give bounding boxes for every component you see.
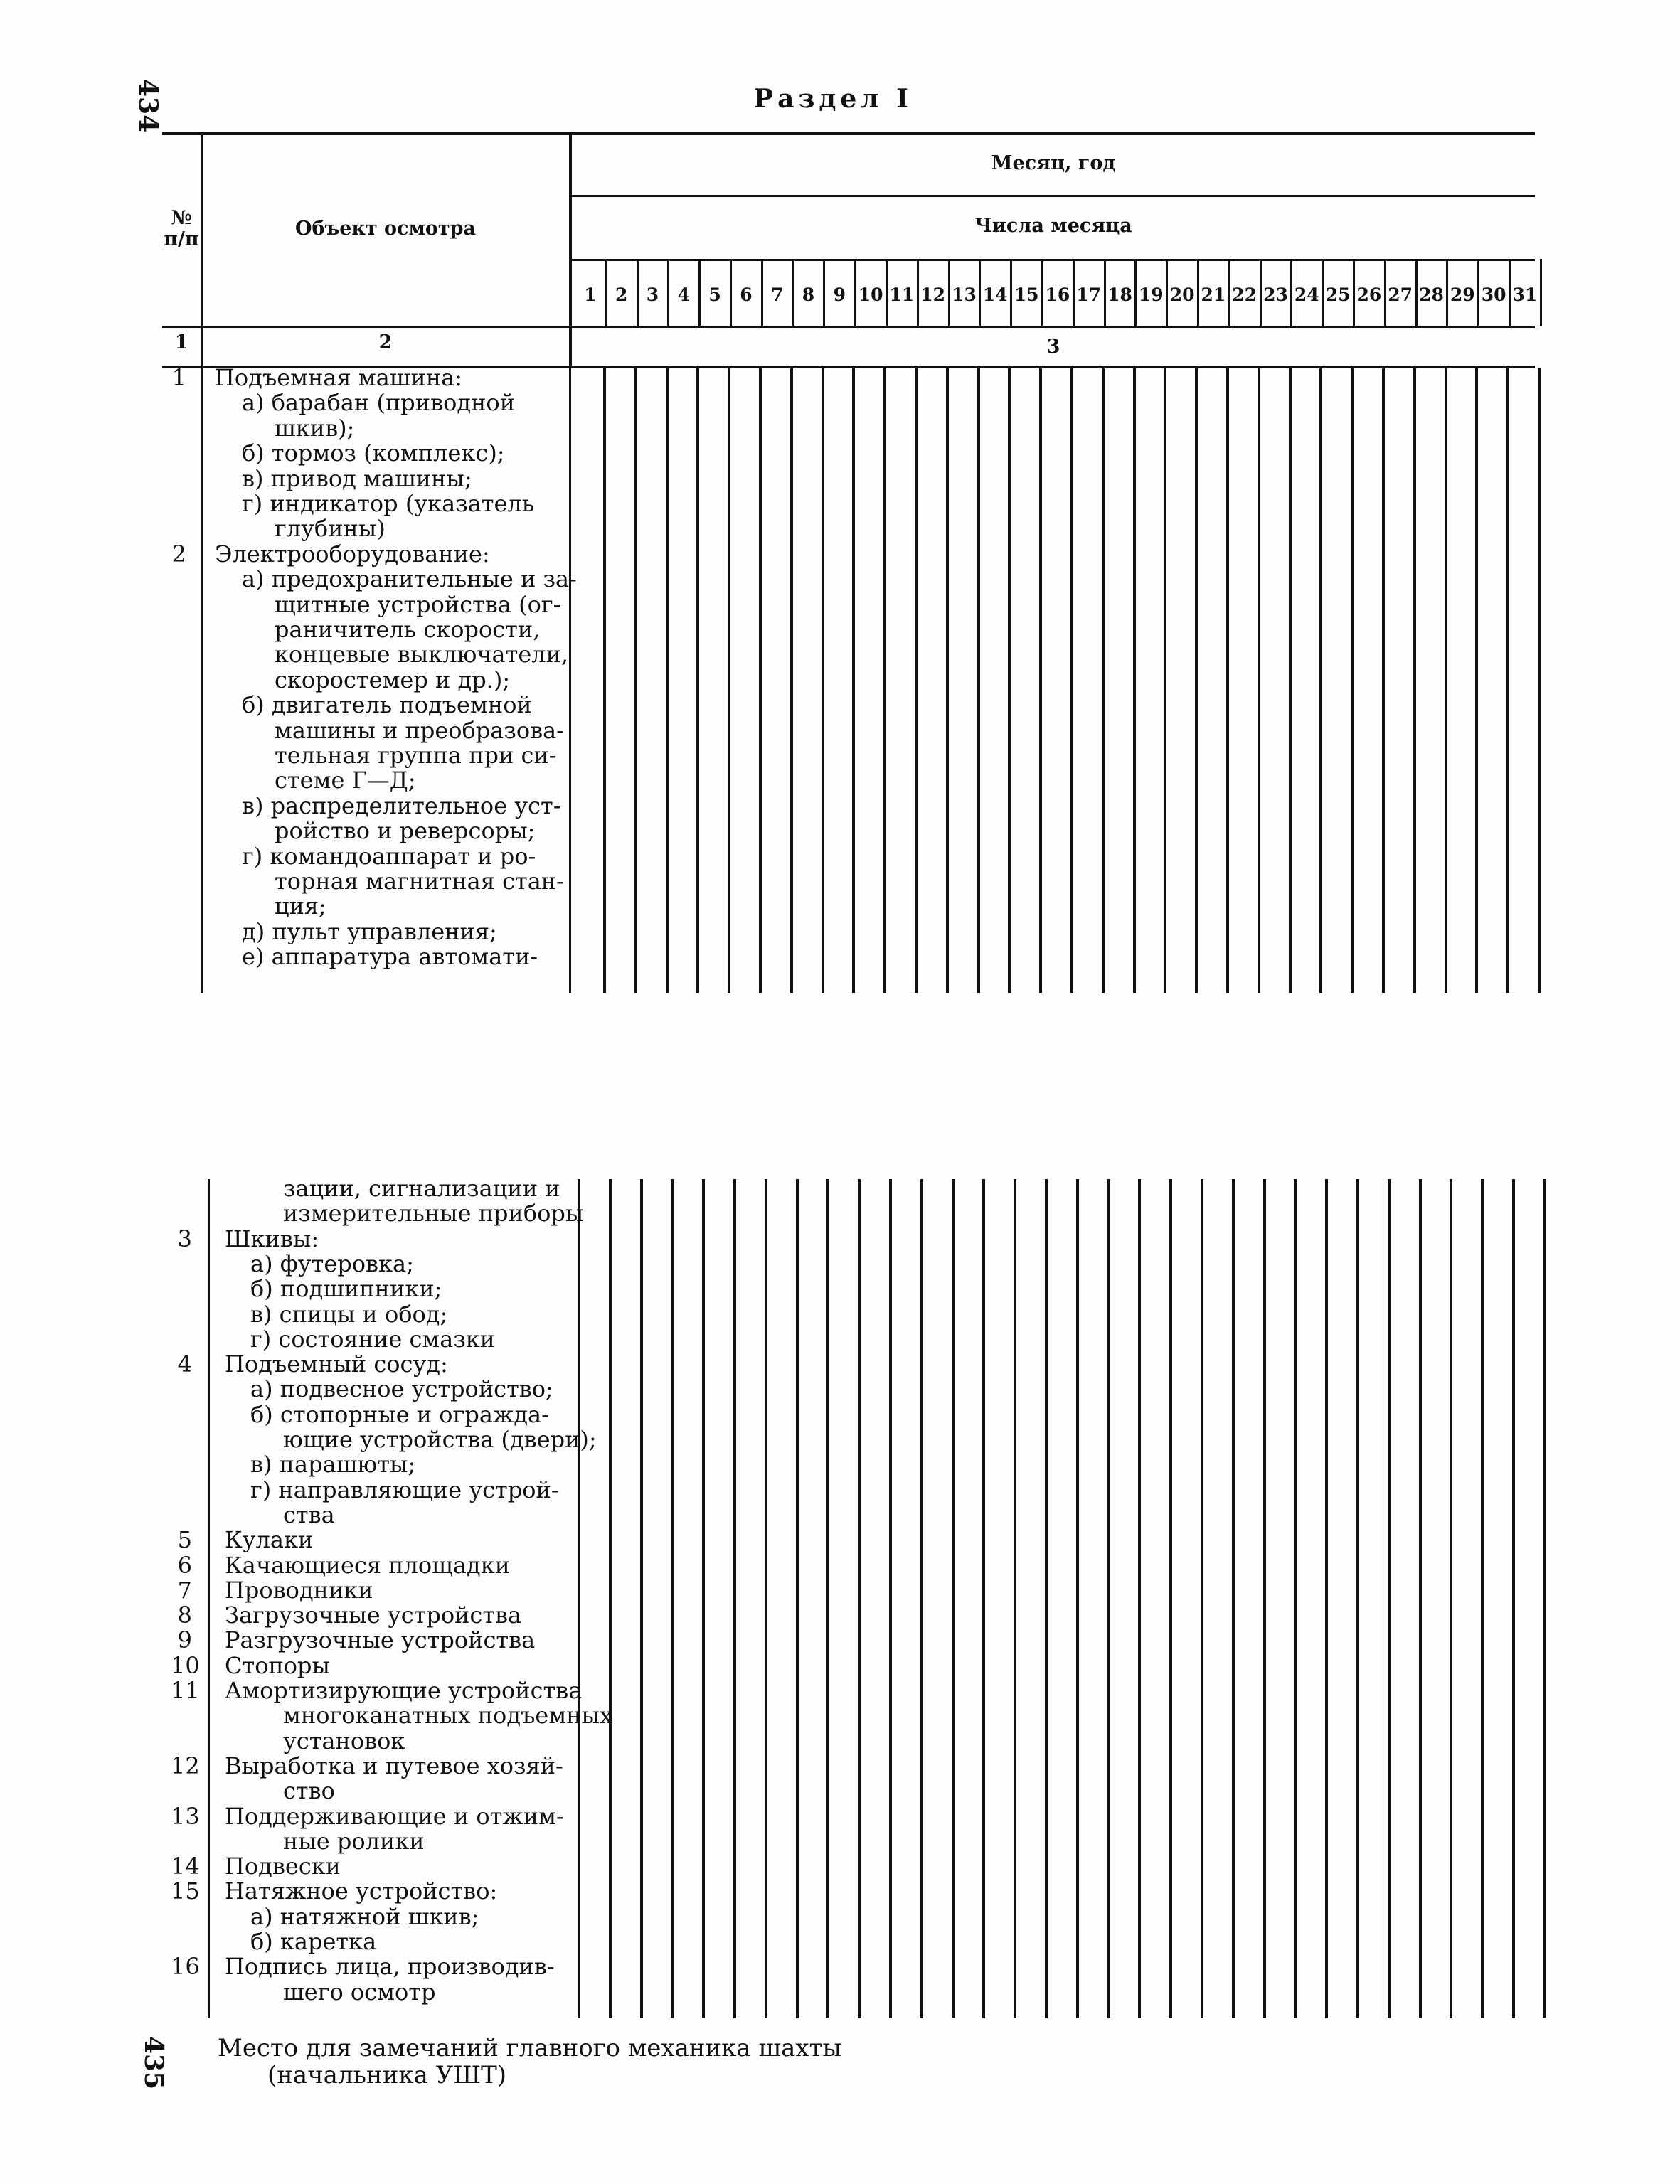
item-text: шкив); (275, 414, 355, 442)
item-text: Шкивы: (225, 1225, 319, 1252)
item-number: 9 (177, 1626, 192, 1654)
item-text: б) стопорные и огражда- (250, 1400, 549, 1428)
days-of-month-header: Числа месяца (974, 215, 1132, 237)
day-number: 11 (889, 284, 915, 305)
month-year-header: Месяц, год (991, 152, 1116, 174)
day-number: 9 (833, 284, 846, 305)
item-text: в) парашюты; (250, 1451, 416, 1479)
item-text: Качающиеся площадки (225, 1551, 511, 1579)
item-text: а) предохранительные и за- (242, 565, 577, 593)
day-number: 28 (1419, 284, 1444, 305)
day-column-line (696, 368, 699, 993)
item-text: в) привод машины; (242, 464, 472, 492)
item-text: торная магнитная стан- (275, 868, 564, 895)
item-text: Подъемный сосуд: (225, 1351, 448, 1378)
item-text: ющие устройства (двери); (283, 1426, 597, 1453)
day-number: 19 (1138, 284, 1164, 305)
day-column-line (1289, 368, 1292, 993)
day-number: 18 (1107, 284, 1132, 305)
item-text: машины и преобразова- (275, 716, 564, 744)
day-number: 10 (858, 284, 883, 305)
day-column-line (603, 368, 606, 993)
day-column-line (796, 1179, 799, 2018)
day-column-line (1351, 368, 1354, 993)
day-column-line (640, 1179, 643, 2018)
item-text: г) направляющие устрой- (250, 1476, 559, 1503)
item-text: Подпись лица, производив- (225, 1953, 555, 1981)
part1-object-right-border (569, 368, 571, 993)
item-text: Амортизирующие устройства (225, 1677, 583, 1704)
item-text: щитные устройства (ог- (275, 590, 561, 618)
day-column-line (1512, 1179, 1515, 2018)
day-column-line (1538, 368, 1541, 993)
day-number: 22 (1232, 284, 1258, 305)
day-column-line (1138, 1179, 1141, 2018)
day-number: 26 (1356, 284, 1382, 305)
header-bottom-border (162, 326, 1535, 328)
day-column-line (1226, 368, 1229, 993)
day-column-line (759, 368, 762, 993)
item-text: б) подшипники; (250, 1275, 442, 1303)
day-column-line (1382, 368, 1385, 993)
item-text: раничитель скорости, (275, 616, 541, 643)
item-text: Натяжное устройство: (225, 1877, 498, 1905)
item-text: Загрузочные устройства (225, 1602, 522, 1629)
item-text: концевые выключатели, (275, 641, 569, 668)
day-column-line (1133, 368, 1136, 993)
col-object-header: Объект осмотра (294, 218, 477, 240)
item-text: глубины) (275, 515, 386, 543)
days-label-border (572, 259, 1535, 261)
day-column-line (977, 368, 980, 993)
day-column-line (578, 1179, 580, 2018)
item-number: 5 (177, 1526, 192, 1554)
day-column-line (1076, 1179, 1079, 2018)
day-column-line (915, 368, 918, 993)
day-number: 2 (615, 284, 628, 305)
day-number: 5 (708, 284, 721, 305)
item-text: шего осмотр (283, 1978, 436, 2005)
day-number: 25 (1325, 284, 1351, 305)
day-column-line (1445, 368, 1447, 993)
col-num-header: № п/п (164, 207, 199, 250)
day-number: 20 (1169, 284, 1195, 305)
day-column-line (852, 368, 855, 993)
item-text: тельная группа при си- (275, 742, 557, 769)
item-text: ция; (275, 893, 326, 920)
day-column-line (1356, 1179, 1359, 2018)
col-index-1: 1 (174, 331, 188, 353)
item-text: ные ролики (283, 1827, 425, 1855)
page-number-bottom: 435 (139, 2036, 169, 2090)
item-text: стеме Г—Д; (275, 767, 416, 794)
day-column-line (765, 1179, 767, 2018)
day-number: 21 (1201, 284, 1226, 305)
day-column-line (826, 1179, 829, 2018)
item-text: Стопоры (225, 1651, 330, 1679)
day-column-line (1319, 368, 1322, 993)
item-text: г) индикатор (указатель (242, 490, 535, 517)
day-column-line (1039, 368, 1042, 993)
item-number: 1 (171, 364, 186, 391)
item-text: многоканатных подъемных (283, 1702, 613, 1730)
day-number: 15 (1014, 284, 1039, 305)
day-column-line (1543, 1179, 1546, 2018)
item-number: 7 (177, 1576, 192, 1604)
day-number: 14 (982, 284, 1008, 305)
item-text: д) пульт управления; (242, 917, 497, 945)
item-text: а) натяжной шкив; (250, 1902, 479, 1930)
item-number: 12 (171, 1752, 200, 1779)
day-column-line (1481, 1179, 1484, 2018)
page-number-top: 434 (133, 79, 163, 133)
day-column-line (1014, 1179, 1016, 2018)
item-number: 4 (177, 1351, 192, 1378)
day-column-line (702, 1179, 705, 2018)
day-number: 4 (677, 284, 690, 305)
item-text: Разгрузочные устройства (225, 1626, 536, 1654)
month-row-border (572, 195, 1535, 197)
day-column-line (822, 368, 824, 993)
item-text: в) спицы и обод; (250, 1300, 448, 1328)
day-column-line (1195, 368, 1198, 993)
day-number: 29 (1450, 284, 1475, 305)
item-number: 16 (171, 1953, 200, 1981)
day-number: 17 (1076, 284, 1102, 305)
day-column-line (1294, 1179, 1297, 2018)
day-column-line (920, 1179, 923, 2018)
day-number: 24 (1294, 284, 1319, 305)
item-text: в) распределительное уст- (242, 792, 561, 819)
item-text: г) командоаппарат и ро- (242, 842, 536, 870)
item-text: Подвески (225, 1853, 341, 1880)
day-column-line (858, 1179, 861, 2018)
item-text: установок (283, 1727, 405, 1754)
item-text: Проводники (225, 1576, 373, 1604)
day-column-line (1475, 368, 1478, 993)
day-column-line (671, 1179, 674, 2018)
day-number: 12 (920, 284, 946, 305)
part2-left-border (208, 1179, 210, 2018)
item-text: ство (283, 1777, 335, 1805)
day-column-line (1388, 1179, 1391, 2018)
item-text: г) состояние смазки (250, 1325, 496, 1353)
day-number: 27 (1388, 284, 1413, 305)
item-text: Выработка и путевое хозяй- (225, 1752, 563, 1779)
day-column-line (1102, 368, 1105, 993)
item-text: Электрооборудование: (215, 540, 490, 568)
item-number: 6 (177, 1551, 192, 1579)
item-number: 2 (171, 540, 186, 568)
day-column-line (1201, 1179, 1203, 2018)
day-column-line (1258, 368, 1260, 993)
day-column-line (634, 368, 637, 993)
day-column-line (1506, 368, 1509, 993)
item-number: 14 (171, 1853, 200, 1880)
day-column-line (1169, 1179, 1172, 2018)
item-number: 15 (171, 1877, 200, 1905)
day-number: 6 (740, 284, 753, 305)
day-column-line (666, 368, 669, 993)
item-text: Поддерживающие и отжим- (225, 1802, 564, 1830)
item-text: ства (283, 1501, 335, 1528)
item-text: а) подвесное устройство; (250, 1375, 553, 1403)
day-column-line (790, 368, 793, 993)
col-index-3: 3 (1046, 336, 1060, 358)
day-number: 1 (584, 284, 597, 305)
day-separator (1540, 259, 1542, 326)
item-text: е) аппаратура автомати- (242, 943, 538, 971)
item-text: Подъемная машина: (215, 364, 463, 391)
day-column-line (1070, 368, 1073, 993)
day-column-line (982, 1179, 985, 2018)
day-column-line (1325, 1179, 1328, 2018)
day-column-line (1419, 1179, 1422, 2018)
day-column-line (883, 368, 886, 993)
item-number: 3 (177, 1225, 192, 1252)
day-column-line (1164, 368, 1166, 993)
day-number: 3 (646, 284, 659, 305)
day-column-line (1232, 1179, 1235, 2018)
day-number: 7 (770, 284, 784, 305)
day-number: 16 (1045, 284, 1070, 305)
day-column-line (889, 1179, 892, 2018)
item-number: 8 (177, 1602, 192, 1629)
day-column-line (1045, 1179, 1048, 2018)
item-number: 10 (171, 1651, 200, 1679)
item-text: б) тормоз (комплекс); (242, 440, 505, 467)
day-column-line (1413, 368, 1416, 993)
day-column-line (1450, 1179, 1452, 2018)
day-column-line (609, 1179, 612, 2018)
item-text: Кулаки (225, 1526, 314, 1554)
table-top-border (162, 132, 1535, 135)
item-text: зации, сигнализации и (283, 1175, 560, 1202)
day-column-line (1263, 1179, 1266, 2018)
item-text: б) двигатель подъемной (242, 691, 532, 719)
day-number: 13 (952, 284, 977, 305)
item-text: а) футеровка; (250, 1250, 414, 1277)
day-number: 8 (802, 284, 815, 305)
index-row-separator (569, 327, 571, 368)
item-text: скоростемер и др.); (275, 666, 511, 693)
footer-note-line1: Место для замечаний главного механика шахты (218, 2034, 842, 2062)
day-number: 31 (1512, 284, 1538, 305)
item-text: ройство и реверсоры; (275, 817, 536, 845)
day-column-line (952, 1179, 955, 2018)
footer-note-line2: (начальника УШТ) (267, 2061, 507, 2089)
item-number: 13 (171, 1802, 200, 1830)
day-column-line (946, 368, 949, 993)
item-number: 11 (171, 1677, 200, 1704)
day-column-line (1107, 1179, 1110, 2018)
item-text: а) барабан (приводной (242, 389, 516, 417)
item-text: б) каретка (250, 1928, 377, 1955)
item-text: измерительные приборы (283, 1200, 584, 1227)
day-number: 30 (1481, 284, 1506, 305)
col-index-2: 2 (378, 331, 393, 353)
day-column-line (1008, 368, 1011, 993)
day-column-line (733, 1179, 736, 2018)
col-separator-num (201, 132, 203, 993)
day-number: 23 (1263, 284, 1288, 305)
day-column-line (728, 368, 730, 993)
section-title: Раздел I (754, 84, 913, 114)
